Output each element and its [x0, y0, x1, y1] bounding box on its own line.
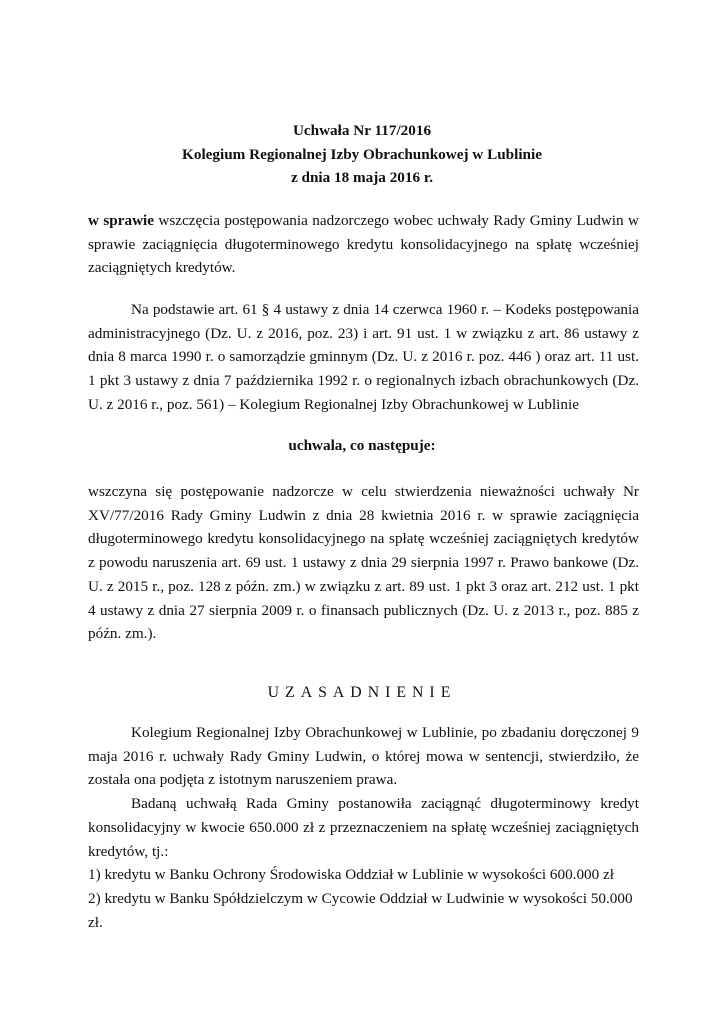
decision-paragraph: [88, 480, 639, 646]
justification-body: [88, 721, 639, 934]
legal-basis-paragraph: [88, 298, 639, 417]
subject-text: wszczęcia postępowania nadzorczego wobec uchwały Rady Gminy Ludwin w sprawie zaciągnięcia długoterminowego kredytu konsolidacyjnego na spłatę wcześniej zaciągniętych kredytów.: [88, 212, 639, 277]
justification-heading: UZASADNIENIE: [267, 684, 457, 701]
resolution-number: Uchwała Nr 117/2016: [292, 122, 432, 139]
list-item: 2) kredytu w Banku Spółdzielczym w Cycowie Oddział w Ludwinie w wysokości 50.000 zł.: [88, 889, 633, 931]
list-item: 1) kredytu w Banku Ochrony Środowiska Oddział w Lublinie w wysokości 600.000 zł: [88, 866, 615, 884]
subject-paragraph: [88, 209, 639, 280]
decision-text: wszczyna się postępowanie nadzorcze w celu stwierdzenia nieważności uchwały Nr XV/77/2016 Rady Gminy Ludwin z dnia 28 kwietnia 2016 r. w sprawie zaciągnięcia długoterminowego kredytu konsolidacyjnego na spłatę wcześniej zaciągniętych kredytów z powodu naruszenia art. 69 ust. 1 ustawy z dnia 29 sierpnia 1997 r. Prawo bankowe (Dz. U. z 2015 r., poz. 128 z późn. zm.) w związku z art. 89 ust. 1 pkt 3 oraz art. 212 ust. 1 pkt 4 ustawy z dnia 27 sierpnia 2009 r. o finansach publicznych (Dz. U. z 2013 r., poz. 885 z późn. zm.).: [88, 483, 639, 643]
subject-lead: w sprawie: [88, 212, 154, 229]
justification-paragraph-2: Badaną uchwałą Rada Gminy postanowiła zaciągnąć długoterminowy kredyt konsolidacyjny w kwocie 650.000 zł z przeznaczeniem na spłatę wcześniej zaciągniętych kredytów, tj.:: [88, 795, 639, 860]
justification-paragraph-1: Kolegium Regionalnej Izby Obrachunkowej w Lublinie, po zbadaniu doręczonej 9 maja 2016 r. uchwały Rady Gminy Ludwin, o której mowa w sentencji, stwierdziło, że została ona podjęta z istotnym naruszeniem prawa.: [88, 724, 639, 789]
resolves-heading: uchwala, co następuje:: [288, 437, 436, 454]
issuing-body: Kolegium Regionalnej Izby Obrachunkowej w Lublinie: [182, 146, 542, 163]
resolution-date: z dnia 18 maja 2016 r.: [290, 169, 434, 186]
legal-basis-text: Na podstawie art. 61 § 4 ustawy z dnia 14 czerwca 1960 r. – Kodeks postępowania administracyjnego (Dz. U. z 2016, poz. 23) i art. 91 ust. 1 w związku z art. 86 ustawy z dnia 8 marca 1990 r. o samorządzie gminnym (Dz. U. z 2016 r. poz. 446 ) oraz art. 11 ust. 1 pkt 3 ustawy z dnia 7 października 1992 r. o regionalnych izbach obrachunkowych (Dz. U. z 2016 r., poz. 561) – Kolegium Regionalnej Izby Obrachunkowej w Lublinie: [88, 301, 639, 413]
